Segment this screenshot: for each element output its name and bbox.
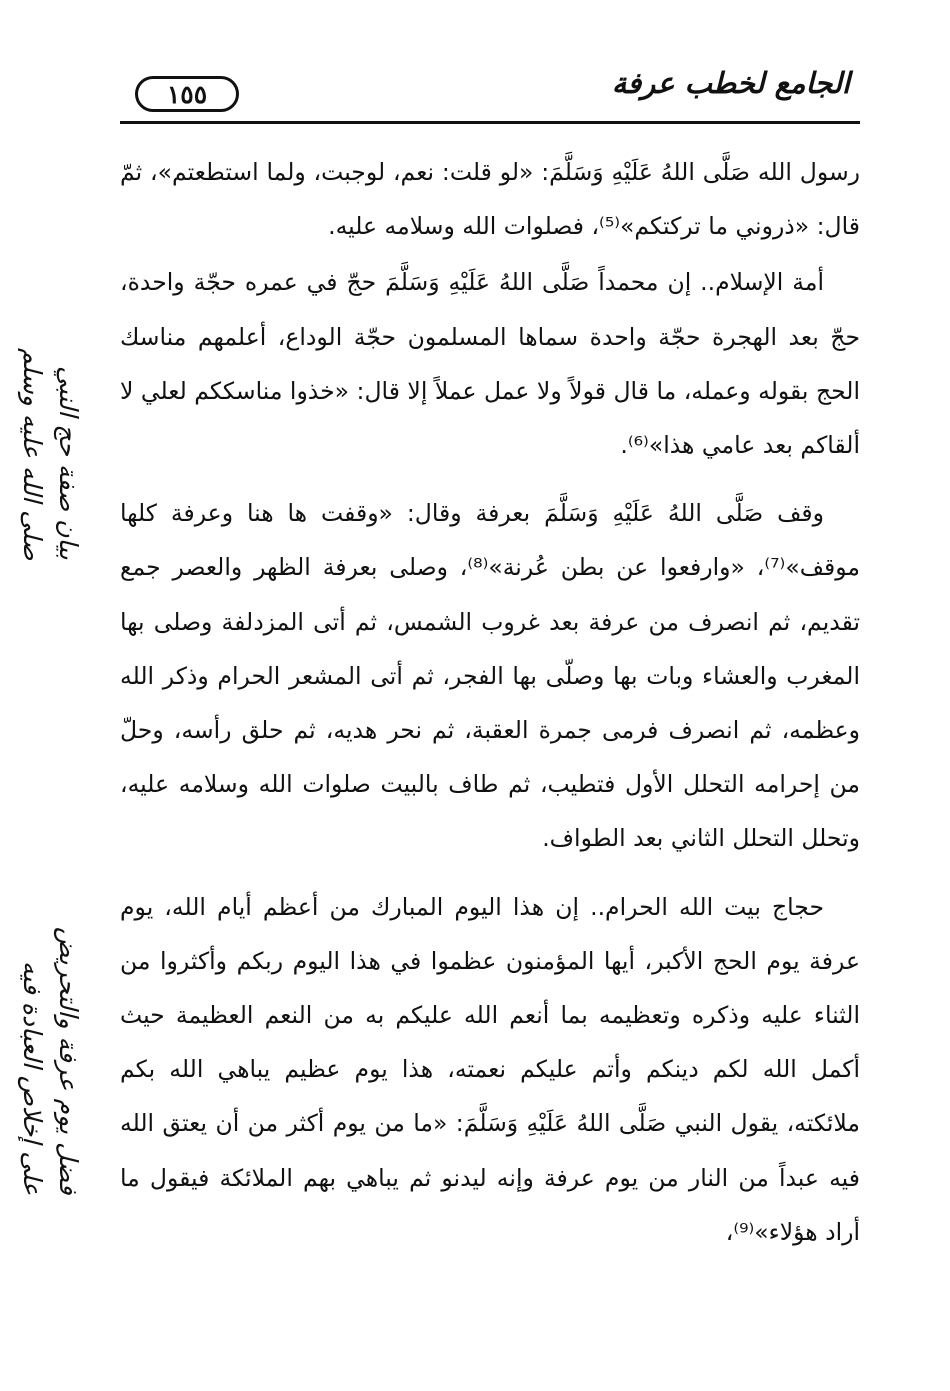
paragraph-1: رسول الله صَلَّى اللهُ عَلَيْهِ وَسَلَّمَ: «لو قلت: نعم، لوجبت، ولما استطعتم»، ثمّ قال: «ذروني ما تركتكم»⁽⁵⁾، فصلوات الله وسلامه عليه. [120,158,860,241]
header-rule [120,121,860,124]
main-text [120,145,860,1259]
paragraph-3: وقف صَلَّى اللهُ عَلَيْهِ وَسَلَّمَ بعرفة وقال: «وقفت ها هنا وعرفة كلها موقف»⁽⁷⁾، «وارفعوا عن بطن عُرنة»⁽⁸⁾، وصلى بعرفة الظهر والعصر جمع تقديم، ثم انصرف من عرفة بعد غروب الشمس، ثم أتى المزدلفة وصلى بها المغرب والعشاء وبات بها وصلّى بها الفجر، ثم أتى المشعر الحرام وذكر الله وعظمه، ثم انصرف فرمى جمرة العقبة، ثم نحر هديه، ثم حلق رأسه، وحلّ من إحرامه التحلل الأول فتطيب، ثم طاف بالبيت صلوات الله وسلامه عليه، وتحلل التحلل الثاني بعد الطواف. [120,499,860,853]
margin-note-1: بيان صفة حج النبي صلى الله عليه وسلم [18,347,83,560]
paragraph-4: حجاج بيت الله الحرام.. إن هذا اليوم المبارك من أعظم أيام الله، يوم عرفة يوم الحج الأكبر، أيها المؤمنون عظموا في هذا اليوم ربكم وأكثروا من الثناء عليه وذكره وتعظيمه بما أنعم الله عليكم به من النعم العظيمة حيث أكمل الله لكم دينكم وأتم عليكم نعمته، هذا يوم عظيم يباهي الله بكم ملائكته، يقول النبي صَلَّى اللهُ عَلَيْهِ وَسَلَّمَ: «ما من يوم أكثر من أن يعتق الله فيه عبداً من النار من يوم عرفة وإنه ليدنو ثم يباهي بهم الملائكة فيقول ما أراد هؤلاء»⁽⁹⁾، [120,892,860,1246]
page-header [120,60,860,122]
running-head: الجامع لخطب عرفة [611,66,850,100]
paragraph-2: أمة الإسلام.. إن محمداً صَلَّى اللهُ عَلَيْهِ وَسَلَّمَ حجّ في عمره حجّة واحدة، حجّ بعد الهجرة حجّة واحدة سماها المسلمون حجّة الوداع، أعلمهم مناسك الحج بقوله وعمله، ما قال قولاً ولا عمل عملاً إلا قال: «خذوا مناسككم لعلي لا ألقاكم بعد عامي هذا»⁽⁶⁾. [120,268,860,460]
page-number: ١٥٥ [135,76,239,112]
margin-note-2: فضل يوم عرفة والتحريض على إخلاص العبادة فيه [18,927,83,1195]
